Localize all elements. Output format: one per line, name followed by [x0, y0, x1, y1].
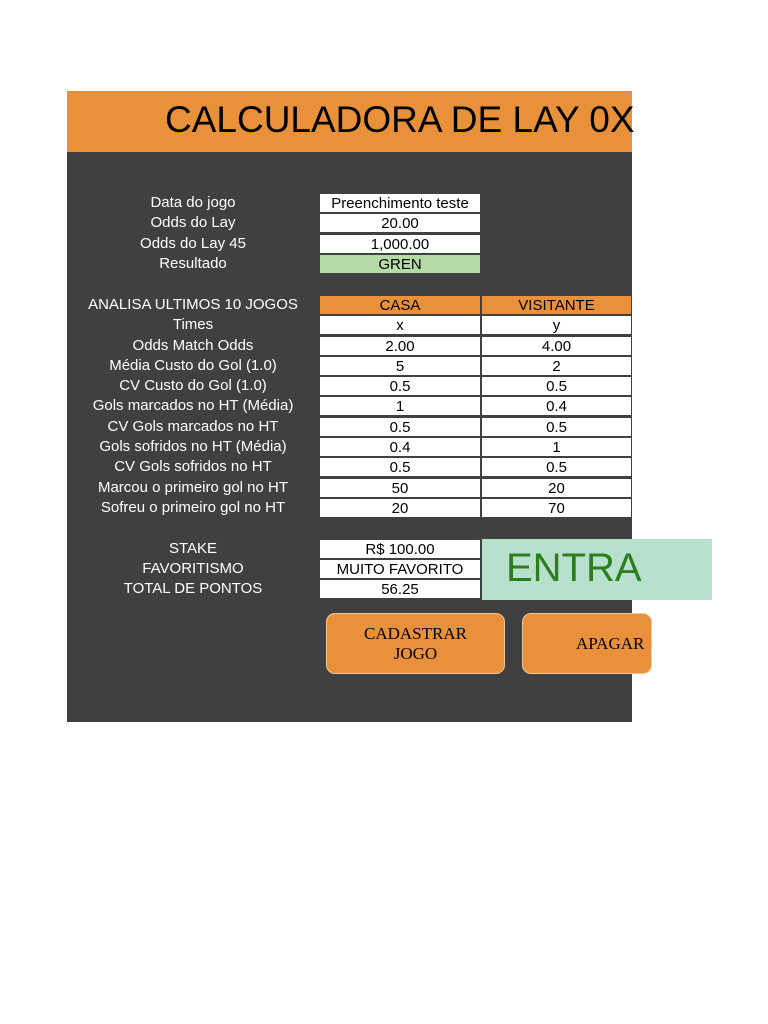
- label-favoritismo: FAVORITISMO: [142, 560, 244, 577]
- cell-away[interactable]: 0.5: [481, 376, 632, 396]
- label-odds-do-lay: Odds do Lay: [150, 214, 236, 231]
- label-data-do-jogo: Data do jogo: [150, 194, 236, 211]
- cadastrar-jogo-button[interactable]: [326, 613, 505, 674]
- analysis-header-label: ANALISA ULTIMOS 10 JOGOS: [88, 296, 298, 313]
- row-label: Sofreu o primeiro gol no HT: [100, 499, 286, 516]
- cadastrar-jogo-label: CADASTRAR JOGO: [364, 623, 467, 663]
- row-label: Odds Match Odds: [132, 337, 254, 354]
- cell-away[interactable]: 70: [481, 498, 632, 518]
- cell-away[interactable]: 4.00: [481, 336, 632, 356]
- cell-home[interactable]: 0.5: [319, 417, 481, 437]
- cell-total-de-pontos[interactable]: 56.25: [319, 579, 481, 599]
- cell-odds-do-lay[interactable]: 20.00: [319, 213, 481, 233]
- cell-home[interactable]: 2.00: [319, 336, 481, 356]
- cell-home[interactable]: 0.4: [319, 437, 481, 457]
- row-label: CV Gols marcados no HT: [107, 418, 279, 435]
- row-label: Gols sofridos no HT (Média): [99, 438, 287, 455]
- cell-home[interactable]: 5: [319, 356, 481, 376]
- cell-odds-do-lay-45[interactable]: 1,000.00: [319, 234, 481, 254]
- cell-resultado[interactable]: GREN: [319, 254, 481, 274]
- cell-home[interactable]: 0.5: [319, 457, 481, 477]
- calculator-sheet: [67, 91, 645, 722]
- apagar-label: APAGAR: [576, 633, 645, 653]
- row-label: CV Custo do Gol (1.0): [119, 377, 267, 394]
- row-label: Times: [172, 316, 214, 333]
- cell-away[interactable]: 0.5: [481, 457, 632, 477]
- label-total-de-pontos: TOTAL DE PONTOS: [123, 580, 263, 597]
- verdict-box: [482, 539, 712, 600]
- cell-away[interactable]: y: [481, 315, 632, 335]
- label-odds-do-lay-45: Odds do Lay 45: [140, 235, 246, 252]
- column-header-casa: CASA: [319, 295, 481, 315]
- cell-away[interactable]: 0.5: [481, 417, 632, 437]
- apagar-button[interactable]: [522, 613, 652, 674]
- verdict-text: ENTRA: [506, 546, 642, 590]
- cell-away[interactable]: 0.4: [481, 396, 632, 416]
- label-resultado: Resultado: [159, 255, 227, 272]
- row-label: Marcou o primeiro gol no HT: [97, 479, 289, 496]
- cell-home[interactable]: 20: [319, 498, 481, 518]
- row-label: Gols marcados no HT (Média): [92, 397, 294, 414]
- row-label: Média Custo do Gol (1.0): [109, 357, 277, 374]
- cell-away[interactable]: 20: [481, 478, 632, 498]
- cell-stake[interactable]: R$ 100.00: [319, 539, 481, 559]
- column-header-visitante: VISITANTE: [481, 295, 632, 315]
- cell-home[interactable]: 50: [319, 478, 481, 498]
- cell-away[interactable]: 1: [481, 437, 632, 457]
- page-title: CALCULADORA DE LAY 0X: [165, 99, 635, 140]
- row-label: CV Gols sofridos no HT: [114, 458, 272, 475]
- label-stake: STAKE: [168, 540, 218, 557]
- cell-home[interactable]: 1: [319, 396, 481, 416]
- cell-away[interactable]: 2: [481, 356, 632, 376]
- cell-home[interactable]: x: [319, 315, 481, 335]
- cell-favoritismo[interactable]: MUITO FAVORITO: [319, 559, 481, 579]
- title-bar: [67, 91, 635, 152]
- cell-home[interactable]: 0.5: [319, 376, 481, 396]
- cell-data-do-jogo[interactable]: Preenchimento teste: [319, 193, 481, 213]
